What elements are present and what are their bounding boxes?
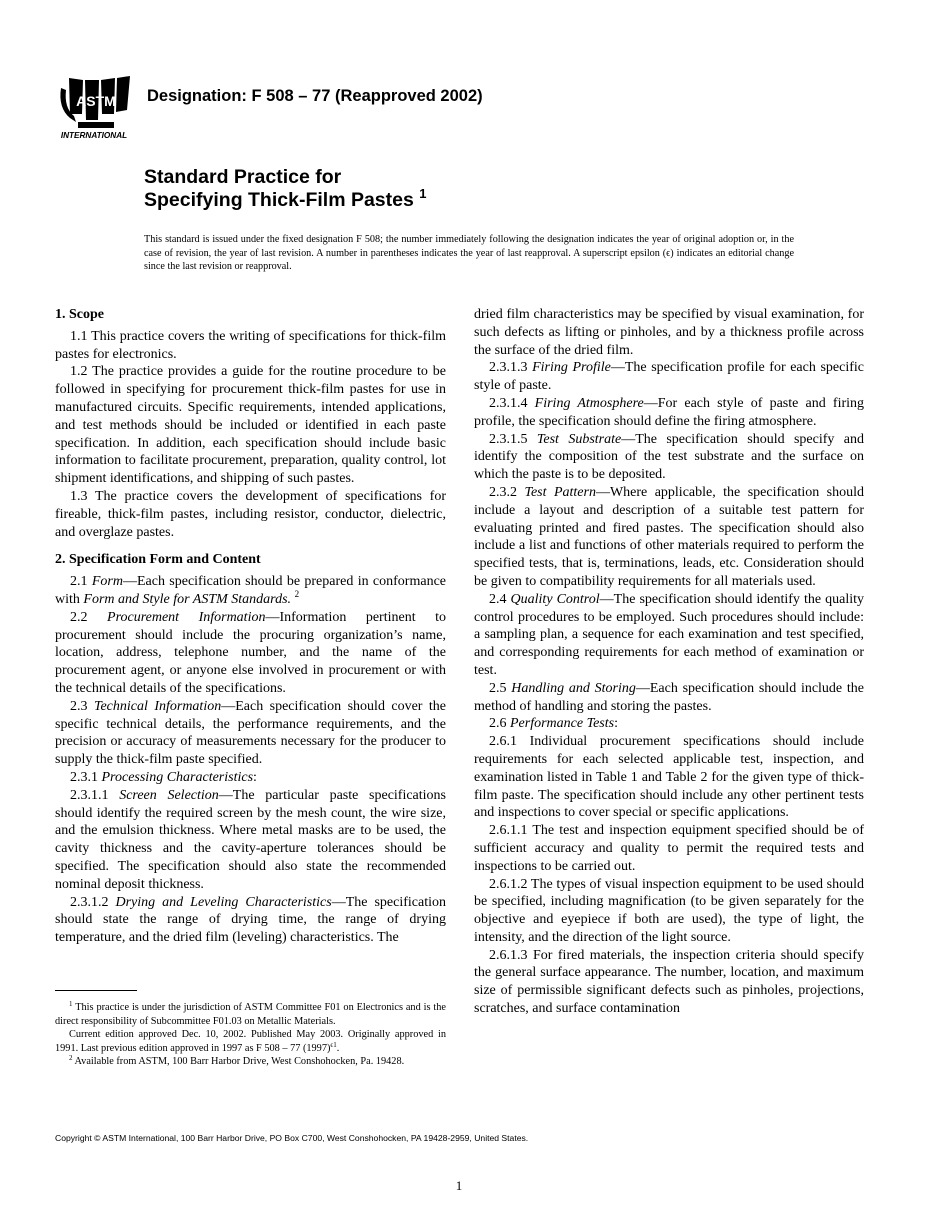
footnote-divider [55, 990, 137, 991]
para-term: Performance Tests [510, 716, 615, 732]
paragraph-2-5 [474, 680, 864, 716]
title-footnote-ref: 1 [419, 186, 427, 201]
paragraph-2-6 [474, 715, 864, 733]
para-term: Form [91, 574, 123, 590]
paragraph-2-6-1: 2.6.1 Individual procurement specifications should include requirements for each selected applicable test, inspection, and examination listed in Table 1 and Table 2 for the given type of thick-film paste. The specification should include any other pertinent tests and inspections to cover special or specific applications. [474, 734, 864, 821]
paragraph-2-1 [55, 573, 446, 609]
paragraph-2-6-1-2: 2.6.1.2 The types of visual inspection equipment to be used should be specified, including magnification (to be given separately for the objective and eyepiece if both are used), the type of light, the intensity, and the direction of the light source. [474, 876, 864, 945]
para-term: Test Pattern [524, 484, 596, 500]
section-1-heading: 1. Scope [55, 307, 104, 322]
document-title [144, 166, 427, 212]
footnote-2 [55, 1055, 446, 1069]
para-text: —The specification should state the range of drying time, the range of drying temperature, and the dried film (leveling) characteristics. The [55, 894, 446, 946]
para-term: Drying and Leveling Characteristics [115, 894, 332, 910]
paragraph-1-1: 1.1 This practice covers the writing of specifications for thick-film pastes for electronics. [55, 328, 446, 362]
para-term: Processing Characteristics [101, 769, 254, 785]
paragraph-continuation: dried film characteristics may be specified by visual examination, for such defects as lifting or pinholes, and by a thickness profile across the surface of the dried film. [474, 307, 864, 358]
para-number: 2.4 [489, 591, 511, 607]
footnotes [55, 1001, 446, 1069]
footnote-1-end: . [336, 1042, 340, 1054]
astm-logo-letters: ASTM [76, 93, 116, 109]
left-column [55, 306, 446, 947]
footnote-1-edition-text: Current edition approved Dec. 10, 2002. Published May 2003. Originally approved in 1991. Last previous edition approved in 1997 as F 508 – 77 (1997) [55, 1029, 446, 1054]
paragraph-2-6-1-1: 2.6.1.1 The test and inspection equipment specified should be of sufficient accuracy and quality to permit the required tests and inspections to be carried out. [474, 823, 864, 874]
paragraph-2-3-2 [474, 484, 864, 591]
para-number: 2.3.1.1 [70, 787, 120, 803]
section-2-heading: 2. Specification Form and Content [55, 552, 261, 568]
paragraph-2-6-1-3: 2.6.1.3 For fired materials, the inspection criteria should specify the general surface appearance. The number, location, and maximum size of permissible significant defects such as pinholes, projections, scratches, and surface contamination [474, 947, 864, 1017]
para-term: Handling and Storing [511, 680, 636, 696]
footnote-2-text: Available from ASTM, 100 Barr Harbor Drive, West Conshohocken, Pa. 19428. [74, 1056, 405, 1067]
para-number: 2.3.1.3 [489, 360, 533, 376]
paragraph-2-3-1-4 [474, 395, 864, 431]
para-term: Firing Profile [532, 360, 611, 376]
para-text: —Information pertinent to procurement should include the procuring organization’s name, location, address, telephone number, and the name of the procurement agent, or anyone else involved in procurement or with the technical details of the specifications. [55, 609, 446, 696]
paragraph-2-3-1 [55, 769, 446, 787]
para-term: Procurement Information [107, 609, 266, 625]
paragraph-2-2 [55, 609, 446, 698]
para-number: 2.5 [489, 680, 512, 696]
para-text: : [253, 769, 257, 785]
para-number: 2.3.1 [70, 769, 102, 785]
para-text: : [614, 716, 618, 732]
footnote-1 [55, 1001, 446, 1028]
right-column [474, 306, 864, 1018]
title-line-2-text: Specifying Thick-Film Pastes [144, 189, 414, 211]
para-text: —Where applicable, the specification should include a layout and description of a suitable test pattern for evaluating printed and fired pastes. The specification should also include a list and functions of other materials required to perform the specified tests, that is, terminations, leads, etc. Consideration should be given to compatibility requirements for all materials used. [474, 484, 865, 589]
para-text: —Each specification should cover the specific technical details, the performance requirements, and the precision or accuracy of measurements necessary for the producer to supply the thick-film paste specified. [55, 698, 447, 768]
paragraph-2-3-1-5 [474, 431, 864, 484]
para-reference: Form and Style for ASTM Standards. [83, 591, 292, 607]
para-number: 2.3.2 [489, 484, 525, 500]
copyright-notice: Copyright © ASTM International, 100 Barr Harbor Drive, PO Box C700, West Conshohocken, PA 19428-2959, United States. [55, 1133, 529, 1143]
paragraph-2-3-1-3 [474, 359, 864, 395]
footnote-1-text: This practice is under the jurisdiction of ASTM Committee F01 on Electronics and is the direct responsibility of Subcommittee F01.03 on Metallic Materials. [55, 1002, 446, 1027]
para-term: Quality Control [510, 591, 600, 607]
para-text: —The specification should specify and identify the composition of the test substrate and the surface on which the paste is to be deposited. [474, 431, 864, 483]
para-number: 2.1 [70, 574, 92, 590]
paragraph-2-3-1-2 [55, 894, 446, 947]
paragraph-1-2: 1.2 The practice provides a guide for the routine procedure to be followed in specifying for procurement thick-film pastes for use in manufactured circuits. Specific requirements, intended applications, and test methods should be included or identified in each paste specification. In addition, each specification should include basic information to facilitate procurement, preparation, quality control, lot shipment identifications, and shipping of such pastes. [55, 364, 446, 487]
paragraph-2-3-1-1 [55, 787, 446, 894]
para-term: Firing Atmosphere [534, 395, 644, 411]
designation: Designation: F 508 – 77 (Reapproved 2002) [147, 87, 483, 105]
para-text: —The specification profile for each specific style of paste. [474, 360, 864, 394]
para-text: —The specification should identify the quality control procedures to be employed. Such procedures should include: a sampling plan, a sequence for each examination and test specified, and corresponding requirements for each method of examination or test. [474, 591, 865, 678]
para-number: 2.2 [70, 609, 108, 625]
para-number: 2.3.1.2 [70, 894, 116, 910]
para-term: Test Substrate [536, 431, 622, 447]
para-number: 2.6 [489, 716, 510, 732]
footnote-1-edition [55, 1028, 446, 1055]
footnote-2-mark: 2 [69, 1054, 73, 1062]
para-number: 2.3 [70, 698, 94, 714]
footnote-1-epsilon: ϵ1 [330, 1040, 337, 1049]
astm-logo [56, 72, 136, 142]
page-number: 1 [455, 1178, 463, 1193]
para-text: —For each style of paste and firing profile, the specification should define the firing atmosphere. [474, 395, 865, 429]
para-term: Technical Information [93, 698, 222, 714]
para-number: 2.3.1.4 [489, 395, 535, 411]
para-text: —Each specification should include the method of handling and storing the pastes. [474, 680, 864, 714]
para-text: —The particular paste specifications should identify the required screen by the mesh count, the wire size, and the emulsion thickness. Where metal masks are to be used, the cavity thickness and the cavity-aperture tolerances should be specified. The specification should also state the recommended nominal deposit thickness. [55, 787, 447, 892]
standard-notice: This standard is issued under the fixed designation F 508; the number immediately following the designation indicates the year of original adoption or, in the case of revision, the year of last revision. A number in parentheses indicates the year of last reapproval. A superscript epsilon (ϵ) indicates an editorial change since the last revision or reapproval. [144, 234, 794, 273]
para-term: Screen Selection [119, 787, 219, 803]
paragraph-2-3 [55, 698, 446, 769]
paragraph-2-4 [474, 591, 864, 680]
footnote-1-mark: 1 [69, 1000, 73, 1008]
astm-logo-subtext: INTERNATIONAL [60, 131, 128, 140]
title-line-2 [144, 186, 427, 212]
para-number: 2.3.1.5 [489, 431, 537, 447]
title-line-1: Standard Practice for [144, 166, 342, 188]
para-text: —Each specification should be prepared in conformance with [55, 574, 446, 607]
footnote-ref-2: 2 [294, 588, 300, 599]
paragraph-1-3: 1.3 The practice covers the development of specifications for fireable, thick-film pastes, including resistor, conductor, dielectric, and overglaze pastes. [55, 488, 446, 540]
